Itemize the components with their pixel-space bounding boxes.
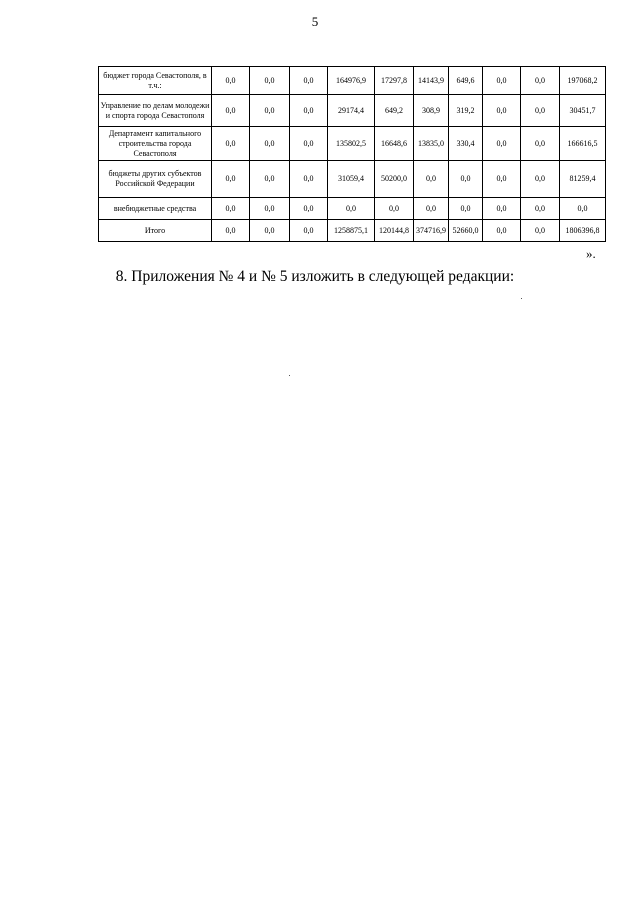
table-cell: 13835,0: [414, 127, 449, 161]
row-label: внебюджетные средства: [99, 198, 212, 220]
table-cell: 30451,7: [560, 95, 606, 127]
table-cell: 0,0: [212, 67, 250, 95]
closing-quote: ».: [586, 246, 596, 261]
table-cell: 0,0: [521, 127, 560, 161]
table-cell: 0,0: [290, 95, 328, 127]
table-cell: 0,0: [483, 161, 521, 198]
table-cell: 0,0: [250, 198, 290, 220]
table-cell: 1806396,8: [560, 220, 606, 242]
table-row: [99, 67, 606, 95]
table-cell: 0,0: [521, 67, 560, 95]
row-label: Итого: [99, 220, 212, 242]
table-cell: 0,0: [521, 198, 560, 220]
table-cell: 120144,8: [375, 220, 414, 242]
table-cell: 0,0: [375, 198, 414, 220]
table-cell: 16648,6: [375, 127, 414, 161]
table-cell: 0,0: [290, 198, 328, 220]
table-cell: 0,0: [212, 198, 250, 220]
table-row: [99, 161, 606, 198]
table-cell: 166616,5: [560, 127, 606, 161]
table-cell: 50200,0: [375, 161, 414, 198]
table-cell: 0,0: [290, 127, 328, 161]
table-cell: 0,0: [212, 95, 250, 127]
table-cell: 0,0: [414, 198, 449, 220]
table-cell: 164976,9: [328, 67, 375, 95]
table-cell: 330,4: [449, 127, 483, 161]
table-cell: 0,0: [483, 95, 521, 127]
table-cell: 52660,0: [449, 220, 483, 242]
table-cell: 135802,5: [328, 127, 375, 161]
budget-table: [98, 66, 606, 242]
table-cell: 0,0: [250, 127, 290, 161]
row-label: бюджеты других субъектов Российской Федерации: [99, 161, 212, 198]
table-cell: 0,0: [560, 198, 606, 220]
table-cell: 0,0: [250, 220, 290, 242]
table-cell: 0,0: [521, 95, 560, 127]
table-row: [99, 220, 606, 242]
table-cell: 0,0: [250, 67, 290, 95]
table-cell: 197068,2: [560, 67, 606, 95]
table-cell: 319,2: [449, 95, 483, 127]
table-row: [99, 95, 606, 127]
table-cell: 649,2: [375, 95, 414, 127]
table-cell: 14143,9: [414, 67, 449, 95]
instruction-paragraph: 8. Приложения № 4 и № 5 изложить в следующей редакции:: [115, 268, 515, 285]
table-cell: 0,0: [250, 95, 290, 127]
table-cell: 649,6: [449, 67, 483, 95]
table-cell: 1258875,1: [328, 220, 375, 242]
table-cell: 0,0: [449, 198, 483, 220]
table-cell: 0,0: [290, 161, 328, 198]
table-row: [99, 198, 606, 220]
table-cell: 308,9: [414, 95, 449, 127]
table-cell: 0,0: [290, 67, 328, 95]
table-cell: 0,0: [290, 220, 328, 242]
table-cell: 0,0: [212, 161, 250, 198]
row-label: бюджет города Севастополя, в т.ч.:: [99, 67, 212, 95]
table-cell: 81259,4: [560, 161, 606, 198]
table-cell: 0,0: [414, 161, 449, 198]
table-cell: 29174,4: [328, 95, 375, 127]
table-cell: 0,0: [483, 127, 521, 161]
scan-speck: [289, 375, 290, 376]
table-cell: 0,0: [483, 67, 521, 95]
table-cell: 0,0: [483, 198, 521, 220]
table-cell: 31059,4: [328, 161, 375, 198]
table-cell: 0,0: [328, 198, 375, 220]
table-cell: 374716,9: [414, 220, 449, 242]
table-cell: 0,0: [521, 161, 560, 198]
table-cell: 0,0: [449, 161, 483, 198]
table-row: [99, 127, 606, 161]
table-cell: 0,0: [212, 220, 250, 242]
table-cell: 0,0: [212, 127, 250, 161]
table-cell: 0,0: [521, 220, 560, 242]
page-number: 5: [311, 14, 319, 29]
row-label: Управление по делам молодежи и спорта города Севастополя: [99, 95, 212, 127]
table-cell: 17297,8: [375, 67, 414, 95]
table-cell: 0,0: [250, 161, 290, 198]
row-label: Департамент капитального строительства города Севастополя: [99, 127, 212, 161]
table-cell: 0,0: [483, 220, 521, 242]
scan-speck: [521, 298, 522, 299]
